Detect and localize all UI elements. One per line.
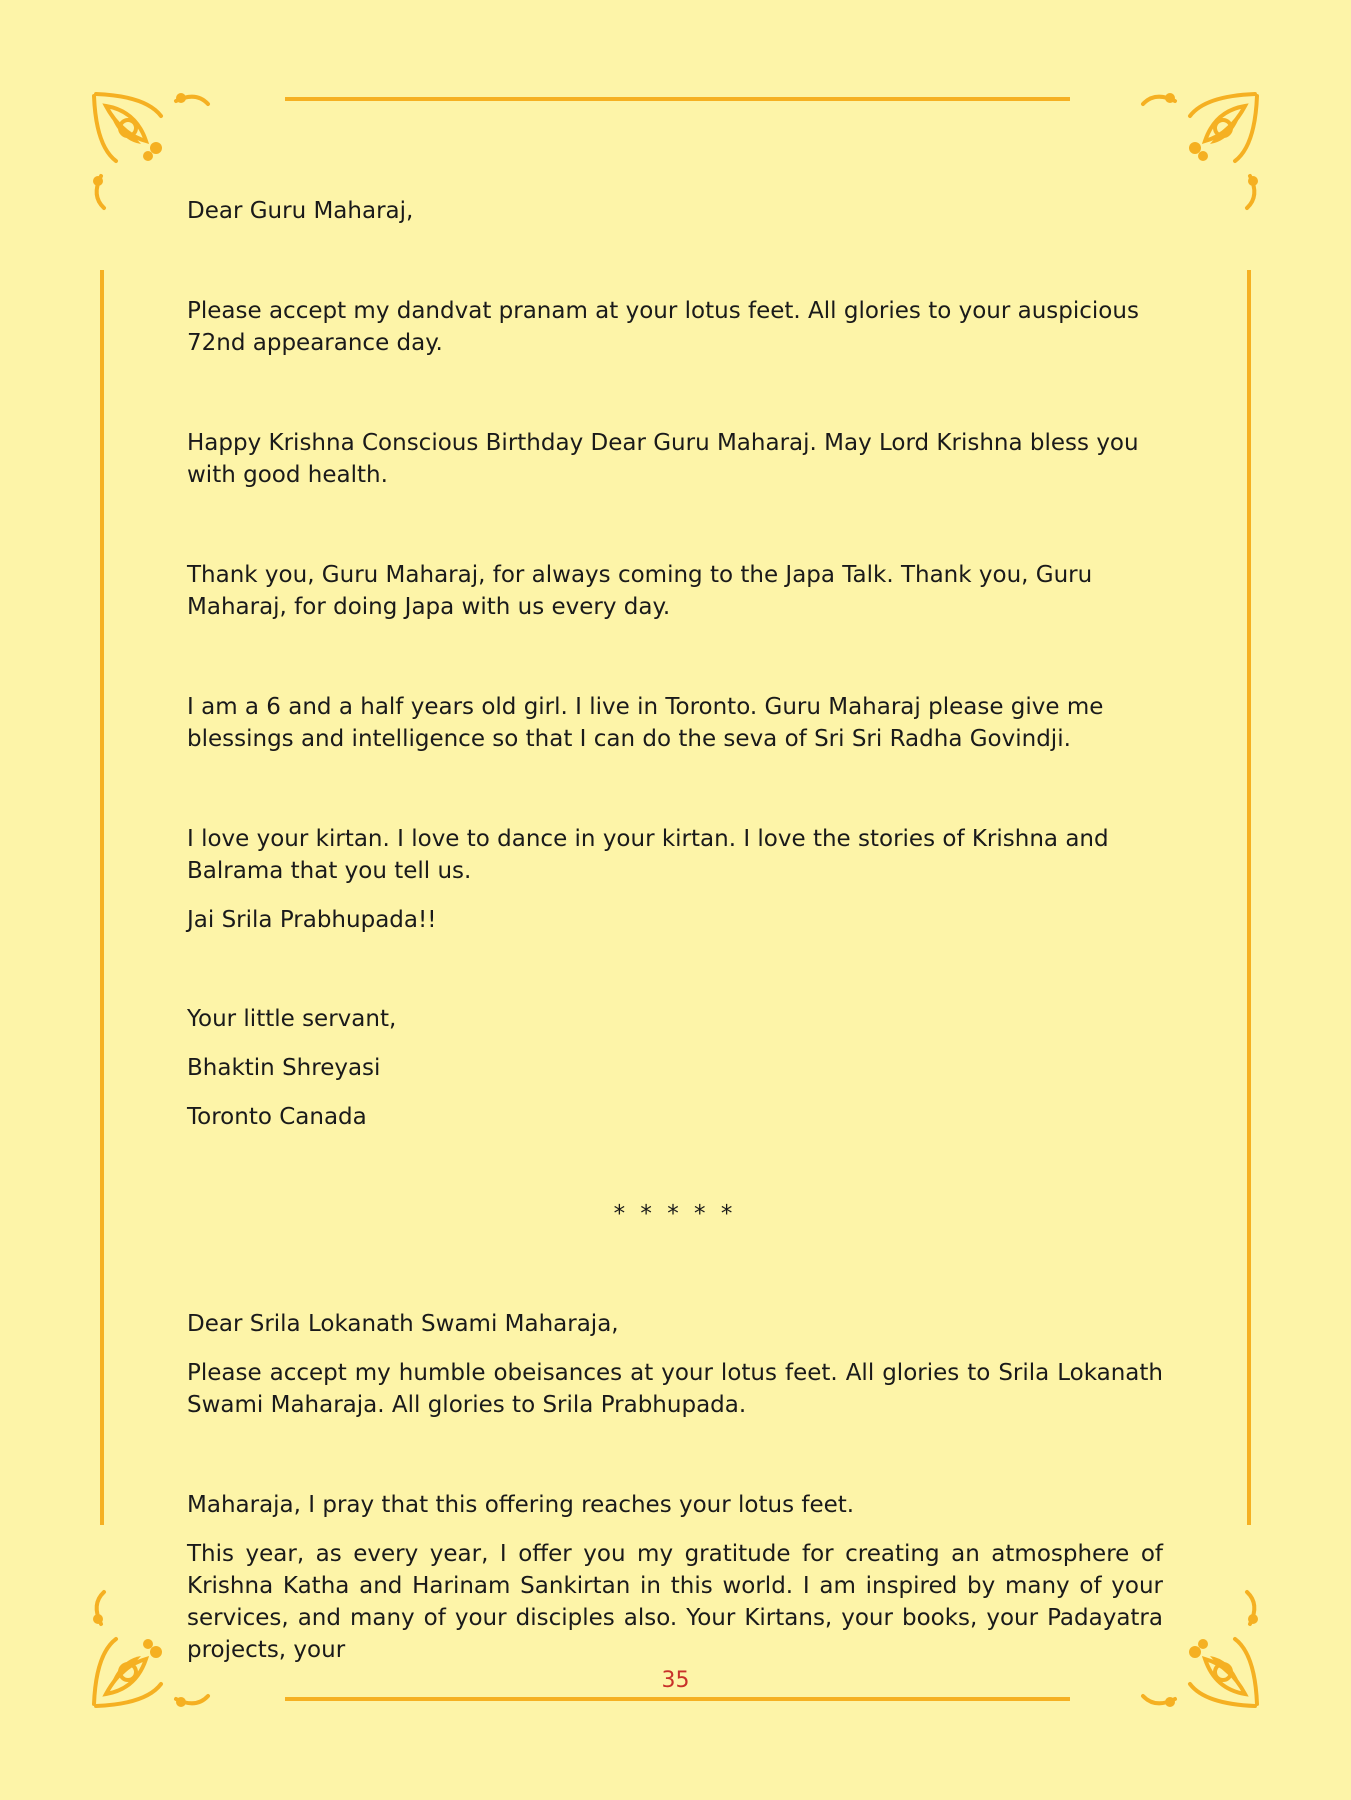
letter1-paragraph: I am a 6 and a half years old girl. I live in Toronto. Guru Maharaj please give me blessings and intelligence so that I can do the seva of Sri Sri Radha Govindji. (187, 694, 1104, 752)
page-number: 35 (661, 1668, 690, 1693)
letter1-signature-location: Toronto Canada (187, 1104, 367, 1130)
letter1-closing: Your little servant, (187, 1006, 397, 1032)
border-left-line (100, 270, 104, 1525)
letter1-paragraph: Please accept my dandvat pranam at your lotus feet. All glories to your auspicious 72nd appearance day. (187, 298, 1139, 356)
border-bottom-line (285, 1697, 1070, 1701)
ornament-top-right-icon (1140, 86, 1265, 211)
letter2-paragraph: This year, as every year, I offer you my gratitude for creating an atmosphere of Krishna Katha and Harinam Sankirtan in this world. I am inspired by many of your services, and many of your disciples also. Your Kirtans, your books, your Padayatra projects, your (187, 1541, 1163, 1663)
letter2-paragraph: Please accept my humble obeisances at your lotus feet. All glories to Srila Lokanath Swami Maharaja. All glories to Srila Prabhupada. (187, 1360, 1163, 1418)
letter-content (187, 195, 1163, 1666)
letter1-paragraph: I love your kirtan. I love to dance in your kirtan. I love the stories of Krishna and Balrama that you tell us. (187, 826, 1109, 884)
border-top-line (285, 97, 1070, 101)
letter2-paragraph: Maharaja, I pray that this offering reaches your lotus feet. (187, 1492, 855, 1518)
ornament-top-left-icon (86, 86, 211, 211)
letter1-signature-name: Bhaktin Shreyasi (187, 1055, 381, 1081)
section-separator: * * * * * (613, 1201, 737, 1227)
letter2-salutation: Dear Srila Lokanath Swami Maharaja, (187, 1311, 619, 1337)
letter1-exclamation: Jai Srila Prabhupada!! (187, 907, 437, 933)
border-right-line (1247, 270, 1251, 1525)
letter1-salutation: Dear Guru Maharaj, (187, 198, 414, 224)
letter1-paragraph: Thank you, Guru Maharaj, for always coming to the Japa Talk. Thank you, Guru Maharaj, for doing Japa with us every day. (187, 562, 1093, 620)
letter1-paragraph: Happy Krishna Conscious Birthday Dear Guru Maharaj. May Lord Krishna bless you with good health. (187, 430, 1139, 488)
